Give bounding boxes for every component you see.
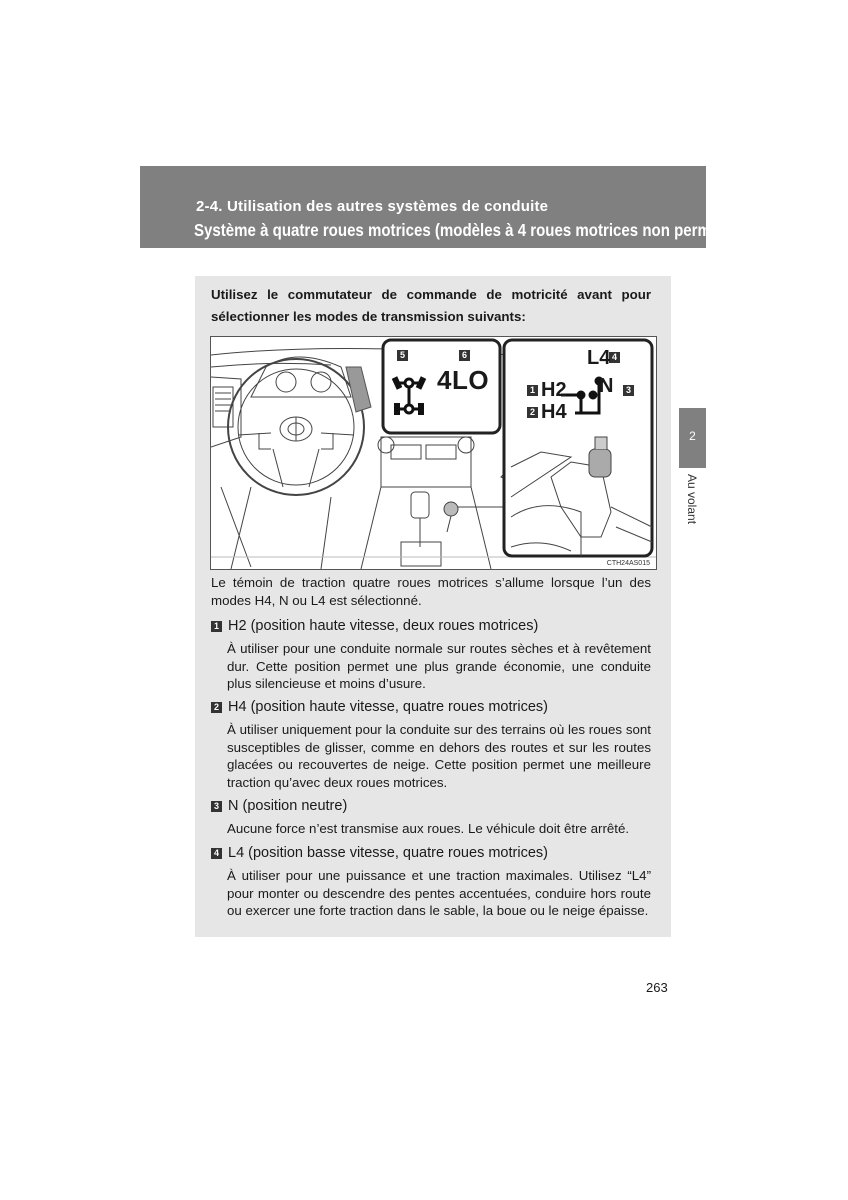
shift-label-l4: L4 — [587, 347, 611, 369]
callout-1: 1 — [527, 385, 538, 396]
4lo-indicator-text: 4LO — [437, 365, 490, 395]
shift-label-n: N — [599, 375, 614, 397]
chapter-tab[interactable] — [679, 408, 706, 468]
item-l4-body: À utiliser pour une puissance et une traction maximales. Utilisez “L4” pour monter ou descendre des pentes accentuées, conduire hors route ou exercer une forte traction dans le sable, la boue ou le neige épaisse. — [227, 868, 651, 919]
item-title-text: H2 (position haute vitesse, deux roues motrices) — [228, 618, 539, 634]
callout-6: 6 — [459, 350, 470, 361]
item-number: 2 — [211, 702, 222, 713]
item-title-text: N (position neutre) — [228, 798, 348, 814]
item-n-body: Aucune force n’est transmise aux roues. Le véhicule doit être arrêté. — [227, 821, 630, 836]
illustration-drawing — [211, 337, 656, 569]
chapter-label: Au volant — [685, 474, 699, 525]
section-header — [140, 166, 765, 248]
callout-4: 4 — [609, 352, 620, 363]
shift-label-h2: H2 — [541, 379, 567, 401]
item-l4-title — [211, 845, 548, 861]
chapter-number: 2 — [689, 429, 696, 443]
item-h4-title — [211, 699, 548, 715]
item-number: 3 — [211, 801, 222, 812]
item-h4-body: À utiliser uniquement pour la conduite sur des terrains où les roues sont susceptibles de glisser, comme en dehors des routes et sur les routes glacées ou recouvertes de neige. Cette position permet une meilleure traction qu’avec deux roues motrices. — [227, 722, 651, 790]
item-n-title — [211, 798, 347, 814]
callout-5: 5 — [397, 350, 408, 361]
dashboard-illustration — [210, 336, 657, 570]
page-title: Système à quatre roues motrices (modèles à 4 roues motrices non permanents) — [194, 220, 765, 240]
item-number: 1 — [211, 621, 222, 632]
content-box — [195, 276, 671, 937]
item-title-text: L4 (position basse vitesse, quatre roues motrices) — [228, 845, 548, 861]
page-number: 263 — [646, 980, 668, 995]
shift-label-h4: H4 — [541, 401, 567, 423]
item-h2-title — [211, 618, 538, 634]
item-title-text: H4 (position haute vitesse, quatre roues motrices) — [228, 699, 548, 715]
item-number: 4 — [211, 848, 222, 859]
figure-code: CTH24AS015 — [606, 560, 650, 567]
callout-2: 2 — [527, 407, 538, 418]
callout-3: 3 — [623, 385, 634, 396]
section-title: 2-4. Utilisation des autres systèmes de conduite — [196, 198, 549, 215]
indicator-note: Le témoin de traction quatre roues motrices s’allume lorsque l’un des modes H4, N ou L4 est sélectionné. — [211, 575, 651, 608]
intro-text: Utilisez le commutateur de commande de motricité avant pour sélectionner les modes de transmission suivants: — [211, 287, 651, 324]
item-h2-body: À utiliser pour une conduite normale sur routes sèches et à revêtement dur. Cette position permet une plus grande économie, une conduite plus silencieuse et moins d’usure. — [227, 641, 651, 692]
